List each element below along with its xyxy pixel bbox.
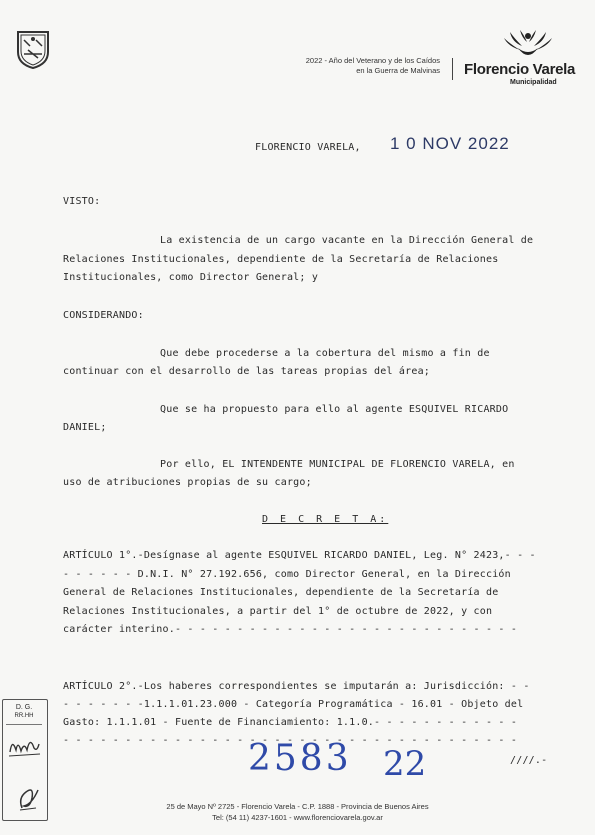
- article-2-line: - - - - - - -1.1.1.01.23.000 - Categoría Programática - 16.01 - Objeto del: [63, 699, 524, 710]
- initials-box-label: RR.HH: [14, 713, 34, 719]
- initials-box-label: D. G.: [15, 704, 33, 711]
- visto-line: La existencia de un cargo vacante en la Dirección General de: [160, 235, 534, 246]
- visto-heading: VISTO:: [63, 196, 101, 207]
- date-place: FLORENCIO VARELA,: [255, 142, 361, 153]
- considerando-line: continuar con el desarrollo de las tareas propias del área;: [63, 366, 431, 377]
- municipality-name: Florencio Varela: [464, 61, 576, 78]
- footer-address: 25 de Mayo Nº 2725 - Florencio Varela - C.P. 1888 - Provincia de Buenos Aires: [166, 802, 429, 811]
- article-1-line: Relaciones Institucionales, a partir del 1° de octubre de 2022, y con: [63, 606, 493, 617]
- municipal-shield-icon: [16, 30, 50, 70]
- initials-box-divider: [6, 724, 42, 725]
- visto-line: Relaciones Institucionales, dependiente de la Secretaría de Relaciones: [63, 254, 499, 265]
- municipality-logo-icon: [500, 28, 556, 62]
- article-1-line: carácter interino.- - - - - - - - - - - - - - - - - - - - - - - - - - - -: [63, 624, 518, 635]
- continuation-mark: ////.-: [510, 755, 548, 766]
- handwritten-initials-icon: [6, 730, 42, 760]
- considerando-line: Que debe procederse a la cobertura del mismo a fin de: [160, 348, 490, 359]
- por-ello-line: Por ello, EL INTENDENTE MUNICIPAL DE FLORENCIO VARELA, en: [160, 459, 515, 470]
- considerando-line: DANIEL;: [63, 422, 107, 433]
- decree-year-stamp: 22: [383, 744, 427, 784]
- considerando-heading: CONSIDERANDO:: [63, 310, 144, 321]
- municipality-subtitle: Municipalidad: [510, 79, 557, 86]
- header-divider: [452, 58, 453, 80]
- year-motto-line-2: en la Guerra de Malvinas: [356, 66, 440, 75]
- article-1-line: - - - - - - D.N.I. N° 27.192.656, como Director General, en la Dirección: [63, 569, 511, 580]
- year-motto-line-1: 2022 - Año del Veterano y de los Caídos: [305, 56, 440, 65]
- article-2-line: ARTÍCULO 2°.-Los haberes correspondientes se imputarán a: Jurisdicción: - -: [63, 681, 530, 692]
- visto-line: Institucionales, como Director General; y: [63, 272, 319, 283]
- article-1-line: General de Relaciones Institucionales, dependiente de la Secretaría de: [63, 587, 499, 598]
- por-ello-line: uso de atribuciones propias de su cargo;: [63, 477, 312, 488]
- article-2-line: Gasto: 1.1.1.01 - Fuente de Financiamiento: 1.1.0.- - - - - - - - - - - -: [63, 717, 518, 728]
- considerando-line: Que se ha propuesto para ello al agente ESQUIVEL RICARDO: [160, 404, 509, 415]
- decreta-heading: D E C R E T A:: [262, 514, 389, 525]
- year-motto: [240, 56, 440, 76]
- decree-number-stamp: 2583: [248, 738, 352, 779]
- footer-contact: Tel: (54 11) 4237-1601 - www.florenciovarela.gov.ar: [212, 813, 383, 822]
- article-2-line: - - - - - - - - - - - - - - - - - - - - - - - - - - - - - - - - - - - - -: [63, 735, 518, 746]
- date-stamp: 1 0 NOV 2022: [390, 134, 510, 153]
- article-1-line: ARTÍCULO 1°.-Desígnase al agente ESQUIVEL RICARDO DANIEL, Leg. N° 2423,- - -: [63, 550, 536, 561]
